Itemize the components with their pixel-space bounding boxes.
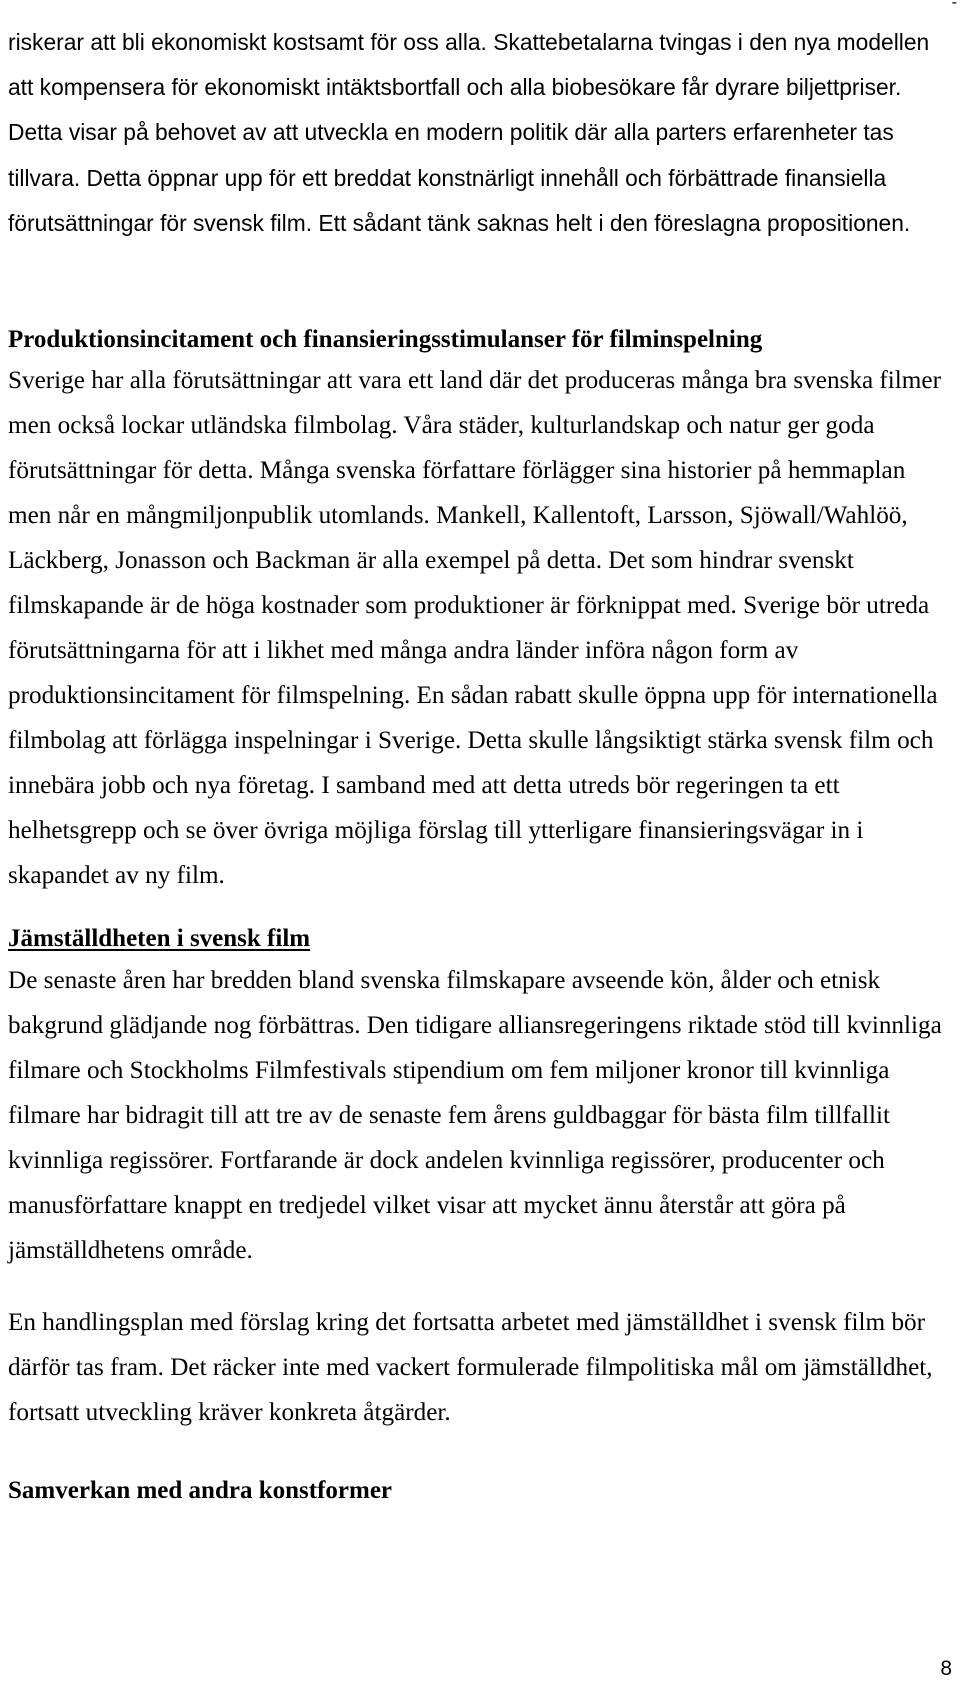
section-heading-jamstalldhet: Jämställdheten i svensk film — [8, 925, 311, 952]
intro-paragraph: riskerar att bli ekonomiskt kostsamt för oss alla. Skattebetalarna tvingas i den nya modellen att kompensera för ekonomiskt intäktsbortfall och alla biobesökare får dyrare biljettpriser. Detta visar på behovet av att utveckla en modern politik där alla parters erfarenheter tas tillvara. Detta öppnar upp för ett breddat konstnärligt innehåll och förbättrade finansiella förutsättningar för svensk film. Ett sådant tänk saknas helt i den föreslagna propositionen. — [8, 29, 930, 236]
page-number: 8 — [940, 1657, 952, 1680]
section-heading-produktionsincitament: Produktionsincitament och finansieringsstimulanser för filminspelning — [8, 326, 763, 353]
corner-mark: - — [951, 0, 957, 11]
section-heading-samverkan: Samverkan med andra konstformer — [8, 1477, 393, 1504]
section-paragraph-jamstalldhet-2: En handlingsplan med förslag kring det fortsatta arbetet med jämställdhet i svensk film bör därför tas fram. Det räcker inte med vackert formulerade filmpolitiska mål om jämställdhet, fortsatt utveckling kräver konkreta åtgärder. — [8, 1309, 933, 1426]
section-paragraph-produktionsincitament: Sverige har alla förutsättningar att vara ett land där det produceras många bra svenska filmer men också lockar utländska filmbolag. Våra städer, kulturlandskap och natur ger goda förutsättningar för detta. Många svenska författare förlägger sina historier på hemmaplan men når en mångmiljonpublik utomlands. Mankell, Kallentoft, Larsson, Sjöwall/Wahlöö, Läckberg, Jonasson och Backman är alla exempel på detta. Det som hindrar svenskt filmskapande är de höga kostnader som produktioner är förknippat med. Sverige bör utreda förutsättningarna för att i likhet med många andra länder införa någon form av produktionsincitament för filmspelning. En sådan rabatt skulle öppna upp för internationella filmbolag att förlägga inspelningar i Sverige. Detta skulle långsiktigt stärka svensk film och innebära jobb och nya företag. I samband med att detta utreds bör regeringen ta ett helhetsgrepp och se över övriga möjliga förslag till ytterligare finansieringsvägar in i skapandet av ny film. — [8, 367, 941, 889]
section-paragraph-jamstalldhet-1: De senaste åren har bredden bland svenska filmskapare avseende kön, ålder och etnisk bakgrund glädjande nog förbättras. Den tidigare alliansregeringens riktade stöd till kvinnliga filmare och Stockholms Filmfestivals stipendium om fem miljoner kronor till kvinnliga filmare har bidragit till att tre av de senaste fem årens guldbaggar för bästa film tillfallit kvinnliga regissörer. Fortfarande är dock andelen kvinnliga regissörer, producenter och manusförfattare knappt en tredjedel vilket visar att mycket ännu återstår att göra på jämställdhetens område. — [8, 967, 942, 1264]
